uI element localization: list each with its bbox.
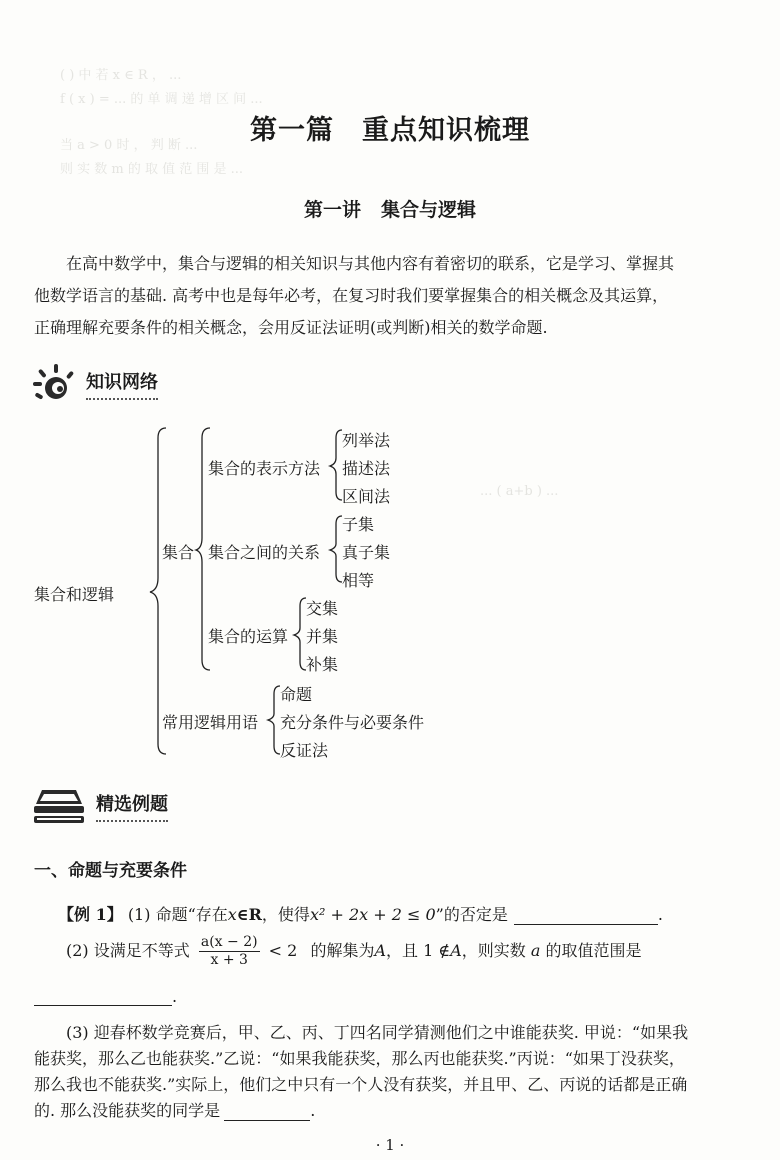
example1-q3-last: 的. 那么没能获奖的同学是 . <box>34 1101 316 1120</box>
tree-node-logic: 常用逻辑用语 <box>162 713 259 732</box>
tree-leaf: 列举法 <box>342 431 391 450</box>
tree-leaf: 交集 <box>306 599 339 618</box>
tree-leaf: 并集 <box>306 627 339 646</box>
tree-node-root: 集合和逻辑 <box>34 585 115 604</box>
tree-leaf: 补集 <box>306 655 339 674</box>
bleed-through-text: 则 实 数 m 的 取 值 范 围 是 ... <box>60 162 244 177</box>
book-stack-icon <box>32 786 88 826</box>
example1-q3-line: 能获奖，那么乙也能获奖.”乙说：“如果我能获奖，那么丙也能获奖.”丙说：“如果丁没获奖， <box>34 1049 685 1068</box>
brace-representation <box>330 430 342 500</box>
tree-leaf: 充分条件与必要条件 <box>280 713 425 732</box>
intro-line: 他数学语言的基础. 高考中也是每年必考，在复习时我们要掌握集合的相关概念及其运算， <box>34 286 669 305</box>
tree-leaf: 命题 <box>280 685 313 704</box>
example1-q1: 【例 1】 (1) 命题“存在x∈R，使得x² + 2x + 2 ≤ 0”的否定是 . <box>58 905 663 924</box>
page-number: · 1 · <box>375 1136 405 1154</box>
tree-leaf: 真子集 <box>342 543 391 562</box>
tree-node-set-operation: 集合的运算 <box>208 627 289 646</box>
example1-q3-line: 那么我也不能获奖.”实际上，他们之中只有一个人没有获奖，并且甲、乙、丙说的话都是正确 <box>34 1075 688 1094</box>
part-name: 重点知识梳理 <box>362 115 530 146</box>
brace-operation <box>294 598 306 670</box>
section-heading-label: 精选例题 <box>96 790 168 822</box>
bleed-through-text: ( ) 中 若 x ∈ R ， ... <box>60 68 182 83</box>
tree-leaf: 反证法 <box>280 741 329 760</box>
answer-blank <box>224 1101 310 1121</box>
answer-blank <box>514 905 658 925</box>
tree-leaf: 相等 <box>342 571 375 590</box>
bleed-through-text: ... ( a+b ) ... <box>480 484 559 499</box>
example1-q2: (2) 设满足不等式 $\frac{a(x - 2)}{x + 3}$ < 2 的解集为A，且 1 ∉A，则实数 a 的取值范围是 <box>66 934 642 968</box>
brace-logic <box>268 686 280 754</box>
intro-line: 在高中数学中，集合与逻辑的相关知识与其他内容有着密切的联系，它是学习、掌握其 <box>66 254 675 273</box>
example1-q3-line: (3) 迎春杯数学竞赛后，甲、乙、丙、丁四名同学猜测他们之中谁能获奖. 甲说：“如果我 <box>66 1023 689 1042</box>
section-heading-examples <box>32 786 168 826</box>
brace-root <box>150 428 166 754</box>
tree-leaf: 区间法 <box>342 487 391 506</box>
part-number: 第一篇 <box>250 115 334 146</box>
example-tag: 【例 1】 <box>58 905 123 924</box>
answer-blank <box>34 986 172 1006</box>
lecture-number: 第一讲 <box>303 199 361 221</box>
tree-leaf: 描述法 <box>342 459 391 478</box>
bleed-through-text: 当 a > 0 时 ， 判 断 ... <box>60 138 198 153</box>
tree-node-set-representation: 集合的表示方法 <box>208 459 321 478</box>
brace-relation <box>330 516 342 582</box>
tree-leaf: 子集 <box>342 515 375 534</box>
lecture-name: 集合与逻辑 <box>381 199 477 221</box>
bleed-through-text: f ( x ) = ... 的 单 调 递 增 区 间 ... <box>60 92 263 107</box>
section-heading-label: 知识网络 <box>86 368 158 400</box>
fraction: $\frac{a(x - 2)}{x + 3}$ <box>200 934 258 968</box>
tree-node-set: 集合 <box>162 543 195 562</box>
subsection-heading: 一、命题与充要条件 <box>34 861 187 881</box>
tree-node-set-relation: 集合之间的关系 <box>208 543 321 562</box>
example1-q2-answer: . <box>34 986 177 1006</box>
intro-line: 正确理解充要条件的相关概念，会用反证法证明(或判断)相关的数学命题. <box>34 318 548 337</box>
